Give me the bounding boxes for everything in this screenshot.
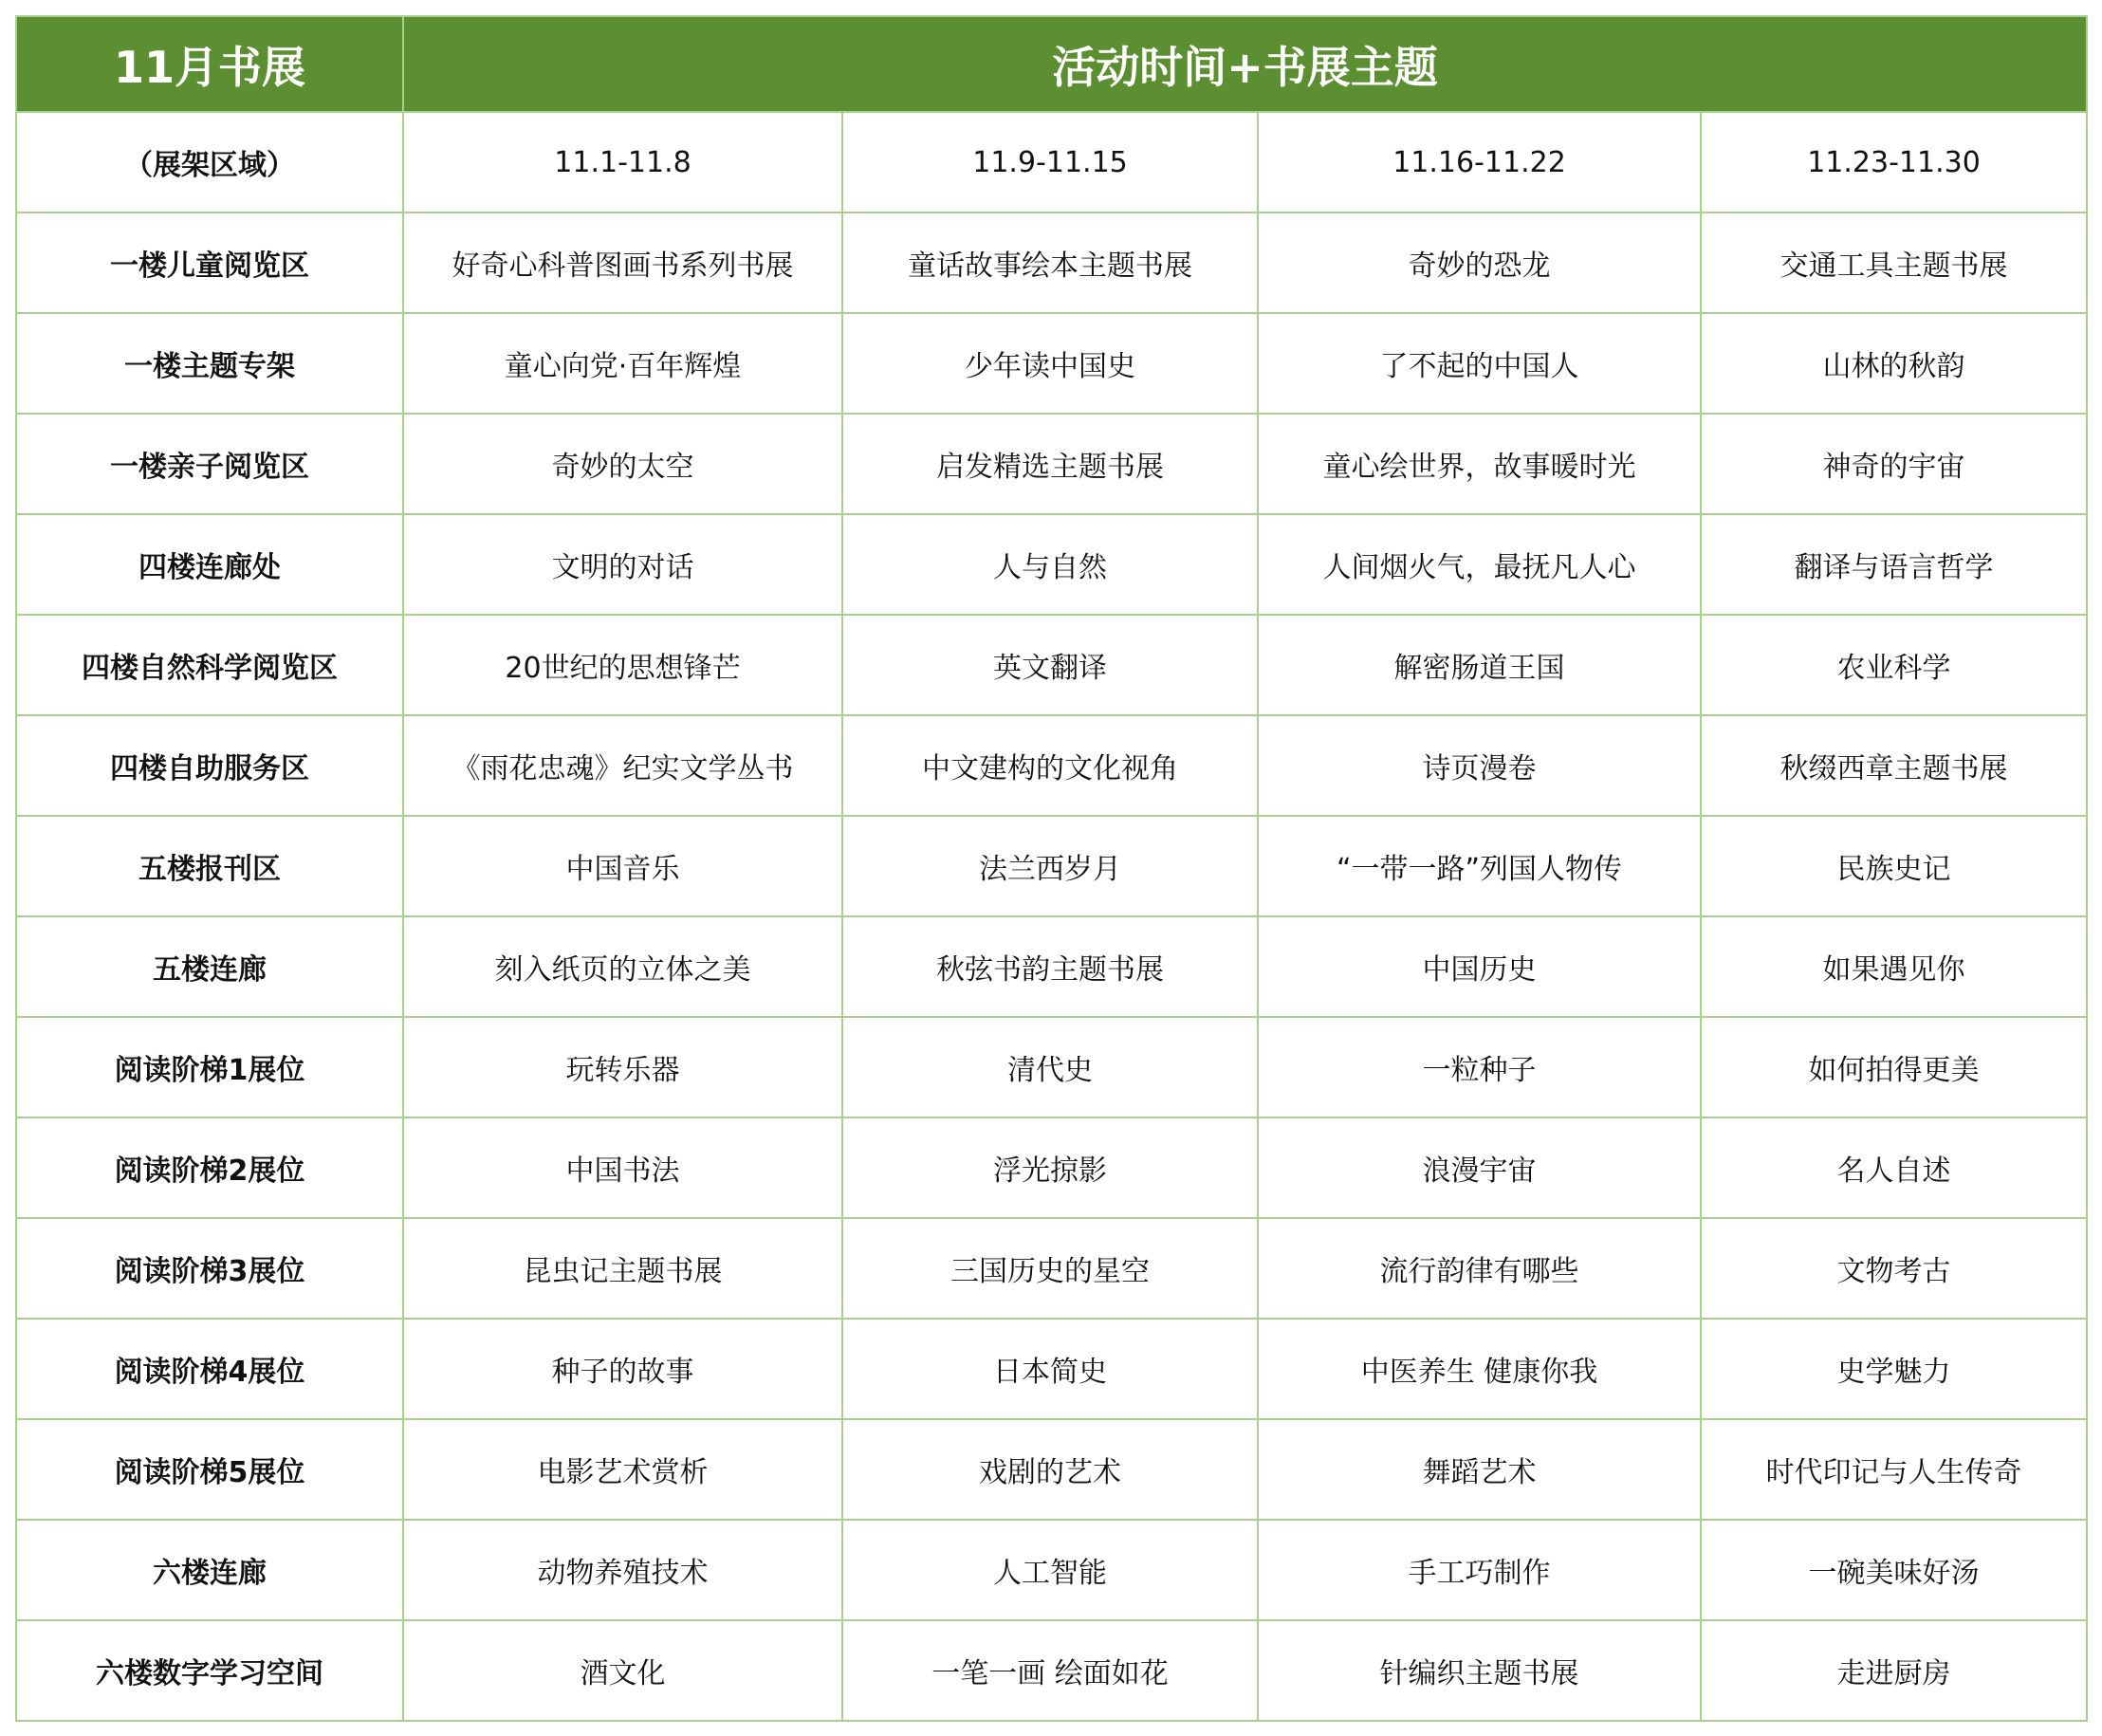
theme-cell: 启发精选主题书展	[842, 414, 1258, 514]
theme-cell: 走进厨房	[1701, 1620, 2087, 1721]
area-cell: 四楼自助服务区	[16, 715, 403, 816]
theme-cell: 日本简史	[842, 1319, 1258, 1419]
week-cell: 11.9-11.15	[842, 112, 1258, 212]
theme-cell: 农业科学	[1701, 615, 2087, 715]
table-row	[16, 715, 2087, 816]
theme-cell: 民族史记	[1701, 816, 2087, 916]
theme-cell: “一带一路”列国人物传	[1258, 816, 1701, 916]
theme-cell: 山林的秋韵	[1701, 313, 2087, 414]
theme-cell: 翻译与语言哲学	[1701, 514, 2087, 615]
theme-cell: 文明的对话	[403, 514, 842, 615]
area-cell: 四楼连廊处	[16, 514, 403, 615]
theme-cell: 时代印记与人生传奇	[1701, 1419, 2087, 1520]
area-cell: 一楼儿童阅览区	[16, 212, 403, 313]
theme-cell: 《雨花忠魂》纪实文学丛书	[403, 715, 842, 816]
area-cell: 阅读阶梯1展位	[16, 1017, 403, 1117]
theme-cell: 人与自然	[842, 514, 1258, 615]
theme-cell: 好奇心科普图画书系列书展	[403, 212, 842, 313]
table-title: 11月书展	[16, 16, 403, 112]
theme-cell: 童心向党·百年辉煌	[403, 313, 842, 414]
area-cell: 六楼数字学习空间	[16, 1620, 403, 1721]
table-row	[16, 313, 2087, 414]
area-cell: 六楼连廊	[16, 1520, 403, 1620]
table-row	[16, 1017, 2087, 1117]
area-cell: 五楼连廊	[16, 916, 403, 1017]
table-row	[16, 1620, 2087, 1721]
area-cell: 五楼报刊区	[16, 816, 403, 916]
theme-cell: 秋缀西章主题书展	[1701, 715, 2087, 816]
table-row	[16, 1419, 2087, 1520]
area-cell: 阅读阶梯3展位	[16, 1218, 403, 1319]
theme-cell: 针编织主题书展	[1258, 1620, 1701, 1721]
theme-cell: 浪漫宇宙	[1258, 1117, 1701, 1218]
theme-cell: 刻入纸页的立体之美	[403, 916, 842, 1017]
theme-cell: 酒文化	[403, 1620, 842, 1721]
theme-cell: 一碗美味好汤	[1701, 1520, 2087, 1620]
area-column-label: （展架区域）	[16, 112, 403, 212]
table-row	[16, 1520, 2087, 1620]
theme-cell: 人间烟火气，最抚凡人心	[1258, 514, 1701, 615]
table-row	[16, 212, 2087, 313]
theme-cell: 中文建构的文化视角	[842, 715, 1258, 816]
week-cell: 11.16-11.22	[1258, 112, 1701, 212]
table-row	[16, 816, 2087, 916]
theme-cell: 中国书法	[403, 1117, 842, 1218]
table-row	[16, 1117, 2087, 1218]
area-cell: 一楼主题专架	[16, 313, 403, 414]
theme-cell: 手工巧制作	[1258, 1520, 1701, 1620]
header-row	[16, 16, 2087, 112]
theme-cell: 中国历史	[1258, 916, 1701, 1017]
theme-cell: 三国历史的星空	[842, 1218, 1258, 1319]
theme-cell: 如何拍得更美	[1701, 1017, 2087, 1117]
book-exhibition-table	[15, 15, 2088, 1722]
theme-cell: 史学魅力	[1701, 1319, 2087, 1419]
theme-cell: 20世纪的思想锋芒	[403, 615, 842, 715]
theme-cell: 英文翻译	[842, 615, 1258, 715]
theme-cell: 秋弦书韵主题书展	[842, 916, 1258, 1017]
table-row	[16, 1218, 2087, 1319]
theme-cell: 了不起的中国人	[1258, 313, 1701, 414]
table-row	[16, 514, 2087, 615]
theme-cell: 童心绘世界，故事暖时光	[1258, 414, 1701, 514]
theme-cell: 童话故事绘本主题书展	[842, 212, 1258, 313]
theme-cell: 电影艺术赏析	[403, 1419, 842, 1520]
theme-cell: 名人自述	[1701, 1117, 2087, 1218]
theme-cell: 诗页漫卷	[1258, 715, 1701, 816]
theme-cell: 少年读中国史	[842, 313, 1258, 414]
week-row	[16, 112, 2087, 212]
theme-cell: 玩转乐器	[403, 1017, 842, 1117]
theme-cell: 一笔一画 绘面如花	[842, 1620, 1258, 1721]
theme-cell: 中国音乐	[403, 816, 842, 916]
area-cell: 阅读阶梯5展位	[16, 1419, 403, 1520]
theme-cell: 文物考古	[1701, 1218, 2087, 1319]
theme-cell: 浮光掠影	[842, 1117, 1258, 1218]
theme-cell: 清代史	[842, 1017, 1258, 1117]
theme-cell: 流行韵律有哪些	[1258, 1218, 1701, 1319]
week-cell: 11.23-11.30	[1701, 112, 2087, 212]
theme-cell: 人工智能	[842, 1520, 1258, 1620]
theme-cell: 神奇的宇宙	[1701, 414, 2087, 514]
area-cell: 一楼亲子阅览区	[16, 414, 403, 514]
theme-cell: 中医养生 健康你我	[1258, 1319, 1701, 1419]
theme-cell: 法兰西岁月	[842, 816, 1258, 916]
table-row	[16, 414, 2087, 514]
theme-cell: 解密肠道王国	[1258, 615, 1701, 715]
table-row	[16, 916, 2087, 1017]
week-cell: 11.1-11.8	[403, 112, 842, 212]
area-cell: 四楼自然科学阅览区	[16, 615, 403, 715]
theme-cell: 动物养殖技术	[403, 1520, 842, 1620]
theme-cell: 交通工具主题书展	[1701, 212, 2087, 313]
table-row	[16, 615, 2087, 715]
theme-cell: 如果遇见你	[1701, 916, 2087, 1017]
theme-cell: 戏剧的艺术	[842, 1419, 1258, 1520]
theme-cell: 一粒种子	[1258, 1017, 1701, 1117]
table-row	[16, 1319, 2087, 1419]
area-cell: 阅读阶梯2展位	[16, 1117, 403, 1218]
area-cell: 阅读阶梯4展位	[16, 1319, 403, 1419]
theme-cell: 奇妙的恐龙	[1258, 212, 1701, 313]
table-subtitle: 活动时间+书展主题	[403, 16, 2087, 112]
theme-cell: 舞蹈艺术	[1258, 1419, 1701, 1520]
theme-cell: 昆虫记主题书展	[403, 1218, 842, 1319]
theme-cell: 种子的故事	[403, 1319, 842, 1419]
theme-cell: 奇妙的太空	[403, 414, 842, 514]
